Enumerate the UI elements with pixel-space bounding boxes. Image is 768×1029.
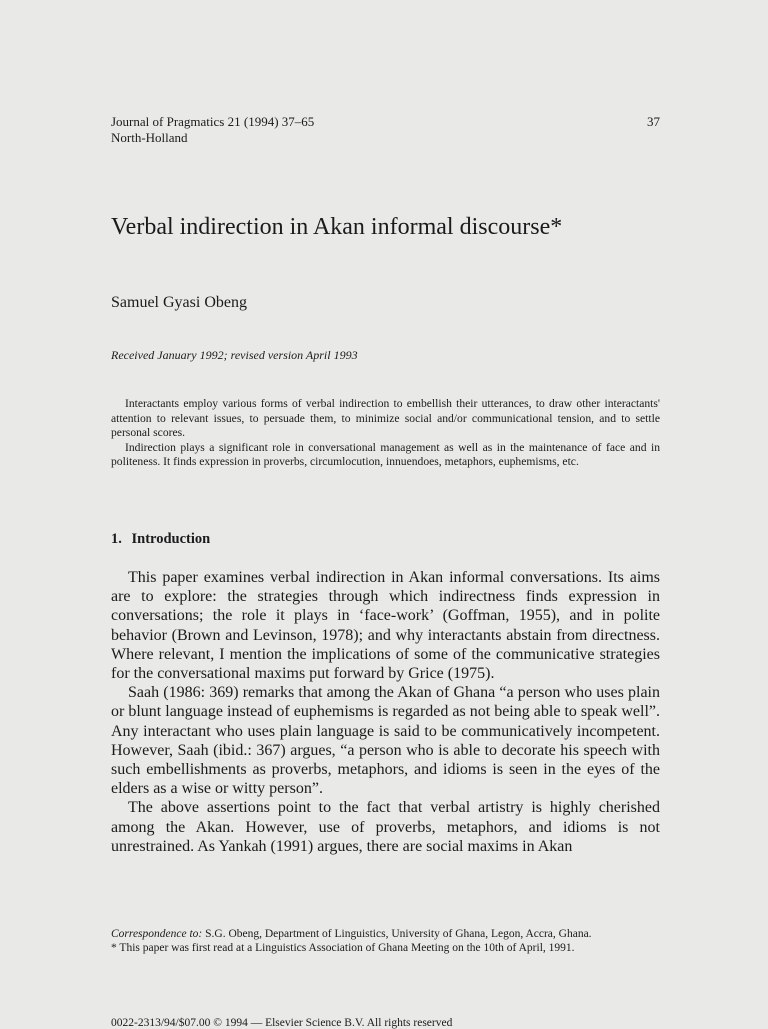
journal-name-line: Journal of Pragmatics 21 (1994) 37–65 bbox=[111, 114, 315, 129]
body-text bbox=[111, 568, 660, 856]
publisher-line: North-Holland bbox=[111, 130, 188, 145]
author-name: Samuel Gyasi Obeng bbox=[111, 294, 247, 311]
abstract bbox=[111, 397, 660, 470]
asterisk-footnote: * This paper was first read at a Linguistics Association of Ghana Meeting on the 10th of April, 1991. bbox=[111, 942, 575, 955]
received-dates: Received January 1992; revised version April 1993 bbox=[111, 348, 358, 362]
body-paragraph: This paper examines verbal indirection in Akan informal conversations. Its aims are to explore: the strategies through which indirectness finds expression in conversations; the role it plays in ‘face-work’ (Goffman, 1955), and in polite behavior (Brown and Levinson, 1978); and why interactants abstain from directness. Where relevant, I mention the implications of some of the communicative strategies for the conversational maxims put forward by Grice (1975). bbox=[111, 569, 660, 683]
section-heading bbox=[111, 531, 210, 548]
article-title: Verbal indirection in Akan informal discourse* bbox=[111, 214, 563, 240]
page-number: 37 bbox=[647, 114, 660, 129]
body-paragraph: The above assertions point to the fact that verbal artistry is highly cherished among the Akan. However, use of proverbs, metaphors, and idioms is not unrestrained. As Yankah (1991) argues, there are social maxims in Akan bbox=[111, 799, 660, 855]
abstract-paragraph: Indirection plays a significant role in conversational management as well as in the maintenance of face and in politeness. It finds expression in proverbs, circumlocution, innuendoes, metaphors, euphemisms, etc. bbox=[111, 440, 660, 469]
correspondence-note bbox=[111, 927, 660, 941]
section-title: Introduction bbox=[131, 531, 211, 547]
journal-citation bbox=[111, 114, 314, 146]
correspondence-label: Correspondence to: bbox=[111, 928, 203, 940]
footnotes bbox=[111, 927, 660, 956]
correspondence-address: S.G. Obeng, Department of Linguistics, University of Ghana, Legon, Accra, Ghana. bbox=[205, 928, 592, 940]
abstract-paragraph: Interactants employ various forms of verbal indirection to embellish their utterances, to draw other interactants' attention to relevant issues, to persuade them, to minimize social and/or communicational tension, and to settle personal scores. bbox=[111, 397, 660, 440]
copyright-line: 0022-2313/94/$07.00 © 1994 — Elsevier Science B.V. All rights reserved bbox=[111, 1017, 453, 1029]
section-number: 1. bbox=[111, 531, 122, 547]
body-paragraph: Saah (1986: 369) remarks that among the Akan of Ghana “a person who uses plain or blunt language instead of euphemisms is regarded as not being able to speak well”. Any interactant who uses plain language is said to be communicatively incompetent. However, Saah (ibid.: 367) argues, “a person who is able to decorate his speech with such embellishments as proverbs, metaphors, and idioms is seen in the eyes of the elders as a wise or witty person”. bbox=[111, 684, 660, 798]
